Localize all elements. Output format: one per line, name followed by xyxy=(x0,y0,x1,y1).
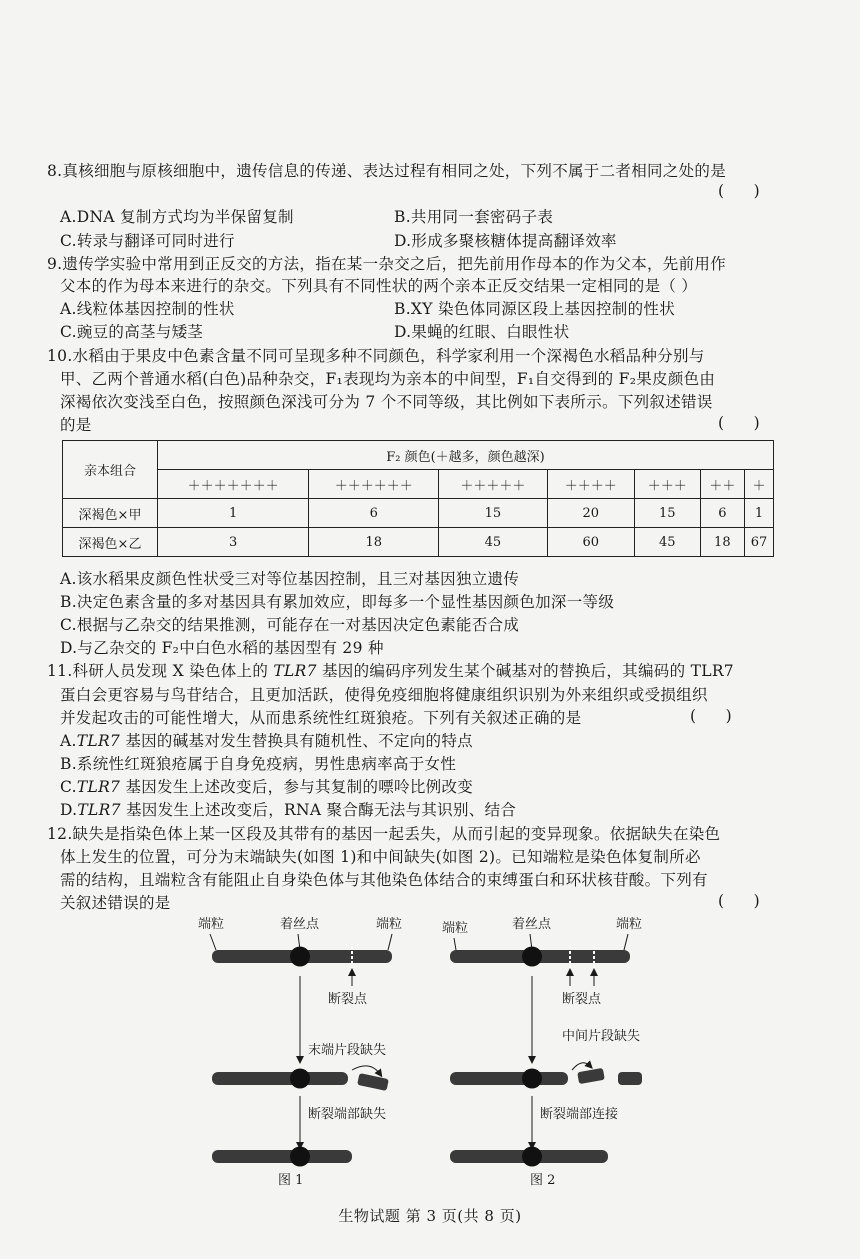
centromere-label: 着丝点 xyxy=(280,917,320,932)
option-text: 基因发生上述改变后，参与其复制的嘌呤比例改变 xyxy=(120,778,474,796)
q12-answer-paren: ( ) xyxy=(718,892,760,910)
level-5: ＋＋＋＋＋ xyxy=(439,470,548,499)
option-text: 基因发生上述改变后，RNA 聚合酶无法与其识别、结合 xyxy=(120,801,517,819)
centromere xyxy=(290,947,310,967)
table-cell: 18 xyxy=(700,528,744,557)
q9-option-b: B.XY 染色体同源区段上基因控制的性状 xyxy=(394,300,676,318)
level-6: ＋＋＋＋＋＋ xyxy=(309,470,439,499)
q8-option-a: A.DNA 复制方式均为半保留复制 xyxy=(60,208,294,226)
telomere-label: 端粒 xyxy=(442,921,469,936)
table-cell: 15 xyxy=(439,499,548,528)
table-cell: 18 xyxy=(309,528,439,557)
q11-line1-end: 基因的编码序列发生某个碱基对的替换后，其编码的 TLR7 xyxy=(316,662,734,680)
q8-answer-paren: ( ) xyxy=(718,182,760,200)
q11-line2: 蛋白会更容易与鸟苷结合，且更加活跃，使得免疫细胞将健康组织识别为外来组织或受损组织 xyxy=(60,686,708,704)
q10-line1: 10.水稻由于果皮中色素含量不同可呈现多种不同颜色，科学家利用一个深褐色水稻品种分别与 xyxy=(47,347,705,365)
q10-option-c: C.根据与乙杂交的结果推测，可能存在一对基因决定色素能否合成 xyxy=(60,616,520,634)
q10-option-d: D.与乙杂交的 F₂中白色水稻的基因型有 29 种 xyxy=(60,639,384,657)
figure-2-caption: 图 2 xyxy=(530,1173,556,1188)
figure-1-caption: 图 1 xyxy=(278,1173,304,1188)
terminal-deletion-label: 末端片段缺失 xyxy=(308,1043,387,1058)
q11-option-c xyxy=(60,776,473,798)
table-cell: 45 xyxy=(634,528,700,557)
centromere-label: 着丝点 xyxy=(512,917,552,932)
row-label: 深褐色×乙 xyxy=(63,528,158,557)
q8-option-c: C.转录与翻译可同时进行 xyxy=(60,232,235,250)
telomere-label: 端粒 xyxy=(616,917,643,932)
middle-deletion-label: 中间片段缺失 xyxy=(562,1029,641,1044)
row-label: 深褐色×甲 xyxy=(63,499,158,528)
level-2: ＋＋ xyxy=(700,470,744,499)
gene-name: TLR7 xyxy=(76,778,121,796)
page-footer: 生物试题 第 3 页(共 8 页) xyxy=(338,1207,522,1225)
q10-answer-paren: ( ) xyxy=(718,414,760,432)
table-corner: 亲本组合 xyxy=(63,441,158,499)
option-letter: C. xyxy=(60,778,77,796)
q10-option-b: B.决定色素含量的多对基因具有累加效应，即每多一个显性基因颜色加深一等级 xyxy=(60,593,615,611)
q9-option-a: A.线粒体基因控制的性状 xyxy=(60,300,235,318)
q12-line2: 体上发生的位置，可分为末端缺失(如图 1)和中间缺失(如图 2)。已知端粒是染色体复制所必 xyxy=(60,848,701,866)
table-level-row xyxy=(63,470,774,499)
q8-stem: 8.真核细胞与原核细胞中，遗传信息的传递、表达过程有相同之处，下列不属于二者相同之处的是 xyxy=(47,162,726,180)
figure-2 xyxy=(442,916,642,1188)
q11-line3: 并发起攻击的可能性增大，从而患系统性红斑狼疮。下列有关叙述正确的是 xyxy=(60,709,582,727)
q10-option-a: A.该水稻果皮颜色性状受三对等位基因控制，且三对基因独立遗传 xyxy=(60,570,520,588)
q10-line2: 甲、乙两个普通水稻(白色)品种杂交，F₁表现均为亲本的中间型，F₁自交得到的 F₂果皮颜色由 xyxy=(60,370,716,388)
q10-line4: 的是 xyxy=(60,416,92,434)
telomere-label: 端粒 xyxy=(376,917,403,932)
q9-line2: 父本的作为母本来进行的杂交。下列具有不同性状的两个亲本正反交结果一定相同的是（ ） xyxy=(60,277,698,295)
level-7: ＋＋＋＋＋＋＋ xyxy=(158,470,309,499)
end-missing-label: 断裂端部缺失 xyxy=(308,1107,387,1122)
table-cell: 6 xyxy=(700,499,744,528)
level-1: ＋ xyxy=(745,470,774,499)
gene-name: TLR7 xyxy=(273,662,317,680)
table-header: F₂ 颜色(＋越多，颜色越深) xyxy=(158,441,774,470)
gene-name: TLR7 xyxy=(76,732,121,750)
table-row xyxy=(63,499,774,528)
option-text: 基因的碱基对发生替换具有随机性、不定向的特点 xyxy=(120,732,473,750)
figure-1 xyxy=(198,916,402,1188)
q9-line1: 9.遗传学实验中常用到正反交的方法，指在某一杂交之后，把先前用作母本的作为父本，先前用作 xyxy=(47,255,726,273)
q11-line1-start: 11.科研人员发现 X 染色体上的 xyxy=(47,662,274,680)
q11-line1 xyxy=(47,660,734,682)
end-joined-label: 断裂端部连接 xyxy=(540,1107,619,1122)
centromere xyxy=(522,947,542,967)
table-cell: 60 xyxy=(547,528,634,557)
option-letter: A. xyxy=(60,732,77,750)
q11-answer-paren: ( ) xyxy=(690,707,732,725)
q9-option-c: C.豌豆的高茎与矮茎 xyxy=(60,323,204,341)
break-point-label: 断裂点 xyxy=(328,992,368,1007)
table-cell: 20 xyxy=(547,499,634,528)
table-cell: 1 xyxy=(745,499,774,528)
q8-option-b: B.共用同一套密码子表 xyxy=(394,208,554,226)
break-point-label: 断裂点 xyxy=(562,992,602,1007)
q11-option-a xyxy=(60,730,473,752)
table-cell: 67 xyxy=(745,528,774,557)
table-cell: 45 xyxy=(439,528,548,557)
level-3: ＋＋＋ xyxy=(634,470,700,499)
level-4: ＋＋＋＋ xyxy=(547,470,634,499)
gene-name: TLR7 xyxy=(77,801,121,819)
q11-option-b: B.系统性红斑狼疮属于自身免疫病，男性患病率高于女性 xyxy=(60,755,457,773)
option-letter: D. xyxy=(60,801,78,819)
q8-option-d: D.形成多聚核糖体提高翻译效率 xyxy=(394,232,617,250)
q12-line1: 12.缺失是指染色体上某一区段及其带有的基因一起丢失，从而引起的变异现象。依据缺失在染色 xyxy=(47,825,721,843)
table-cell: 1 xyxy=(158,499,309,528)
table-cell: 3 xyxy=(158,528,309,557)
f2-color-table xyxy=(62,440,774,557)
telomere-label: 端粒 xyxy=(198,917,225,932)
table-cell: 6 xyxy=(309,499,439,528)
q11-option-d xyxy=(60,799,516,821)
q12-line4: 关叙述错误的是 xyxy=(60,894,171,912)
deletion-diagram xyxy=(180,910,680,1190)
q12-line3: 需的结构，且端粒含有能阻止自身染色体与其他染色体结合的束缚蛋白和环状核苷酸。下列有 xyxy=(60,871,708,889)
q10-line3: 深褐依次变浅至白色，按照颜色深浅可分为 7 个不同等级，其比例如下表所示。下列叙述错误 xyxy=(60,393,713,411)
q9-option-d: D.果蝇的红眼、白眼性状 xyxy=(394,323,570,341)
table-row xyxy=(63,528,774,557)
table-cell: 15 xyxy=(634,499,700,528)
